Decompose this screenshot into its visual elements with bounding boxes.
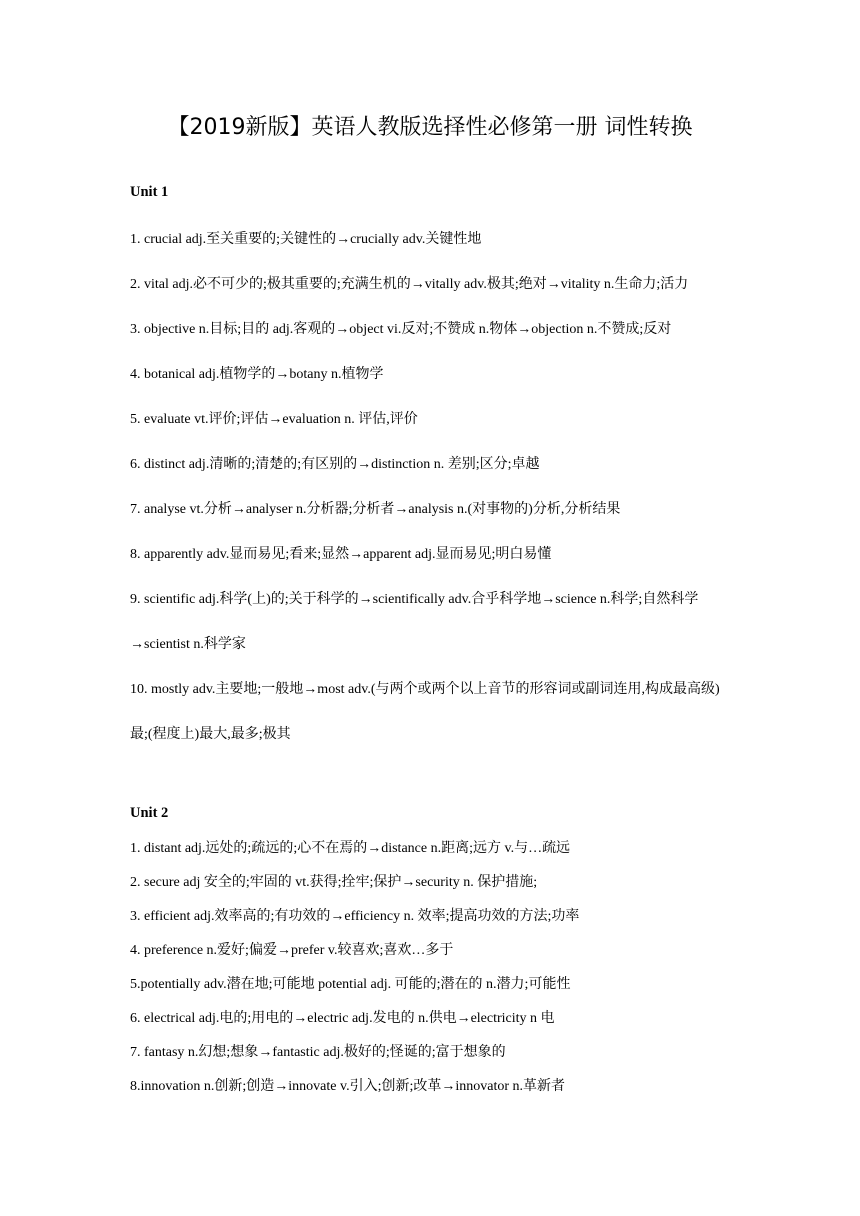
unit-1-heading: Unit 1 [130,184,169,200]
list-item: 7. fantasy n.幻想;想象→fantastic adj.极好的;怪诞的;富于想象的 [130,1045,506,1060]
list-item: 3. efficient adj.效率高的;有功效的→efficiency n. 效率;提高功效的方法;功率 [130,909,580,924]
document-title: 【2019新版】英语人教版选择性必修第一册 词性转换 [167,115,693,140]
list-item: 6. electrical adj.电的;用电的→electric adj.发电的 n.供电→electricity n 电 [130,1011,555,1026]
list-item: 8.innovation n.创新;创造→innovate v.引入;创新;改革→innovator n.革新者 [130,1079,566,1094]
unit-2-word-list [130,832,732,1104]
list-item: 10. mostly adv.主要地;一般地→most adv.(与两个或两个以上音节的形容词或副词连用,构成最高级)最;(程度上)最大,最多;极其 [130,682,720,742]
list-item: 9. scientific adj.科学(上)的;关于科学的→scientifically adv.合乎科学地→science n.科学;自然科学→scientist n.科学家 [130,592,699,652]
list-item: 4. botanical adj.植物学的→botany n.植物学 [130,367,384,382]
list-item: 7. analyse vt.分析→analyser n.分析器;分析者→analysis n.(对事物的)分析,分析结果 [130,502,621,517]
list-item: 5. evaluate vt.评价;评估→evaluation n. 评估,评价 [130,412,418,427]
list-item: 1. crucial adj.至关重要的;关键性的→crucially adv.关键性地 [130,232,482,247]
list-item: 8. apparently adv.显而易见;看来;显然→apparent adj.显而易见;明白易懂 [130,547,552,562]
list-item: 3. objective n.目标;目的 adj.客观的→object vi.反对;不赞成 n.物体→objection n.不赞成;反对 [130,322,672,337]
list-item: 2. secure adj 安全的;牢固的 vt.获得;拴牢;保护→security n. 保护措施; [130,875,538,890]
unit-2-heading: Unit 2 [130,805,169,821]
list-item: 2. vital adj.必不可少的;极其重要的;充满生机的→vitally adv.极其;绝对→vitality n.生命力;活力 [130,277,689,292]
list-item: 1. distant adj.远处的;疏远的;心不在焉的→distance n.距离;远方 v.与…疏远 [130,841,571,856]
list-item: 6. distinct adj.清晰的;清楚的;有区别的→distinction n. 差别;区分;卓越 [130,457,540,472]
list-item: 4. preference n.爱好;偏爱→prefer v.较喜欢;喜欢…多于 [130,943,454,958]
list-item: 5.potentially adv.潜在地;可能地 potential adj. 可能的;潜在的 n.潜力;可能性 [130,977,571,992]
unit-1-word-list [130,217,732,757]
